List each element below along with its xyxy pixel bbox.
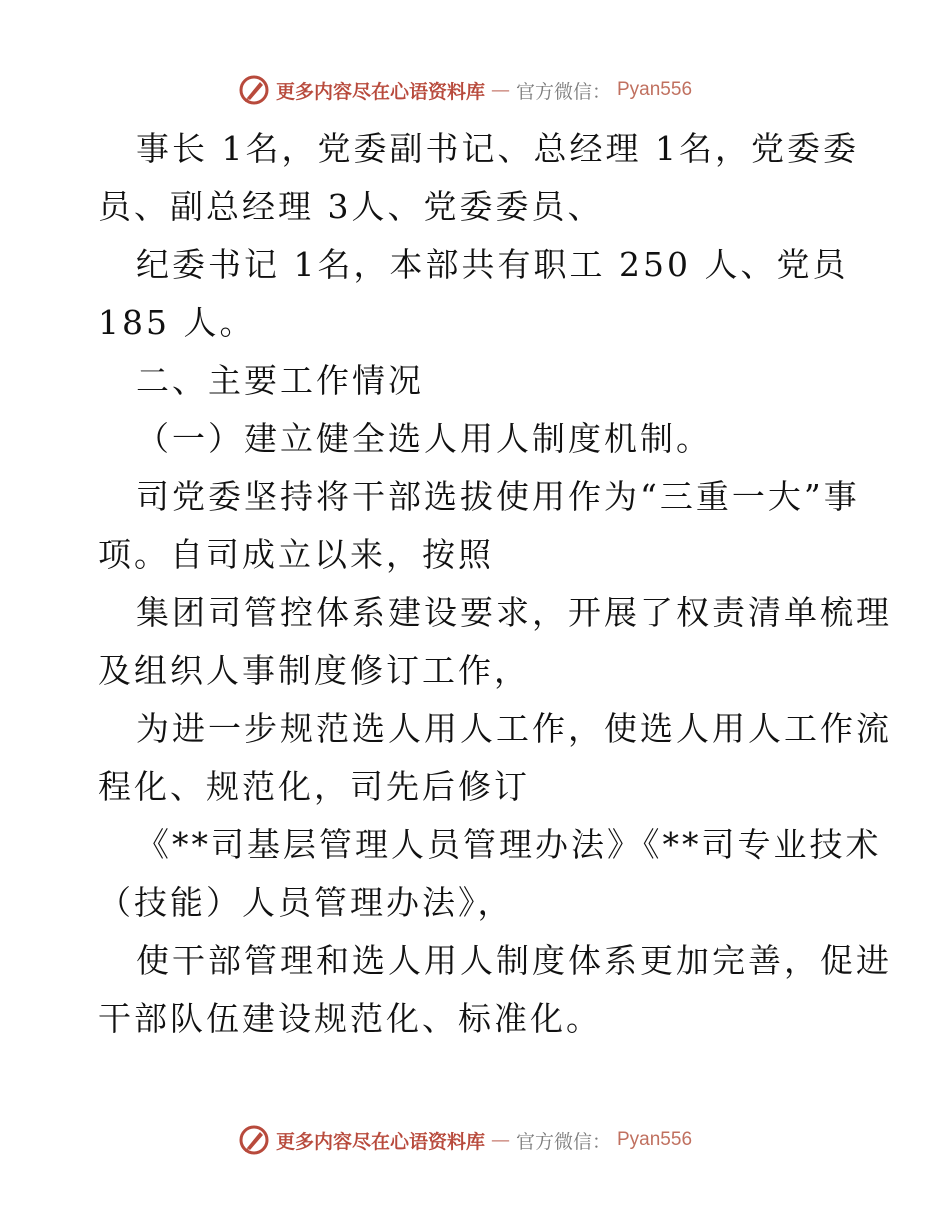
text-line: 干部队伍建设规范化、标准化。 (98, 999, 602, 1038)
text-line: 纪委书记 1名，本部共有职工 250 人、党员 (136, 245, 849, 284)
header-watermark (0, 70, 950, 110)
watermark-wechat-id: Pyan556 (617, 1129, 693, 1150)
watermark-main-text: 更多内容尽在心语资料库 (275, 1130, 485, 1153)
quill-logo-icon (238, 74, 270, 106)
text-line: 为进一步规范选人用人工作，使选人用人工作流 (136, 709, 892, 748)
text-line: 事长 1名，党委副书记、总经理 1名，党委委 (136, 129, 859, 168)
watermark-official-text: 官方微信： (515, 1130, 611, 1153)
text-line: （技能）人员管理办法》， (98, 883, 514, 922)
text-line: 项。自司成立以来，按照 (98, 535, 494, 574)
text-line: 185 人。 (98, 303, 256, 342)
watermark-official-text: 官方微信： (515, 80, 611, 103)
footer-watermark (0, 1120, 950, 1160)
document-body (98, 120, 892, 1048)
watermark-wechat-id: Pyan556 (617, 79, 693, 100)
section-heading: 二、主要工作情况 (136, 361, 424, 400)
text-line: 及组织人事制度修订工作， (98, 651, 530, 690)
text-line: 程化、规范化，司先后修订 (98, 767, 530, 806)
text-line: 司党委坚持将干部选拔使用作为“三重一大”事 (136, 477, 860, 516)
text-line: 员、副总经理 3人、党委委员、 (98, 187, 604, 226)
watermark-main-text: 更多内容尽在心语资料库 (275, 80, 485, 103)
watermark-dash: — (490, 79, 510, 101)
quill-logo-icon (238, 1124, 270, 1156)
text-line: 集团司管控体系建设要求，开展了权责清单梳理 (136, 593, 892, 632)
text-line: 使干部管理和选人用人制度体系更加完善，促进 (136, 941, 892, 980)
watermark-dash: — (490, 1129, 510, 1151)
text-line: 《**司基层管理人员管理办法》《**司专业技术 (136, 825, 882, 864)
subsection-heading: （一）建立健全选人用人制度机制。 (136, 419, 712, 458)
